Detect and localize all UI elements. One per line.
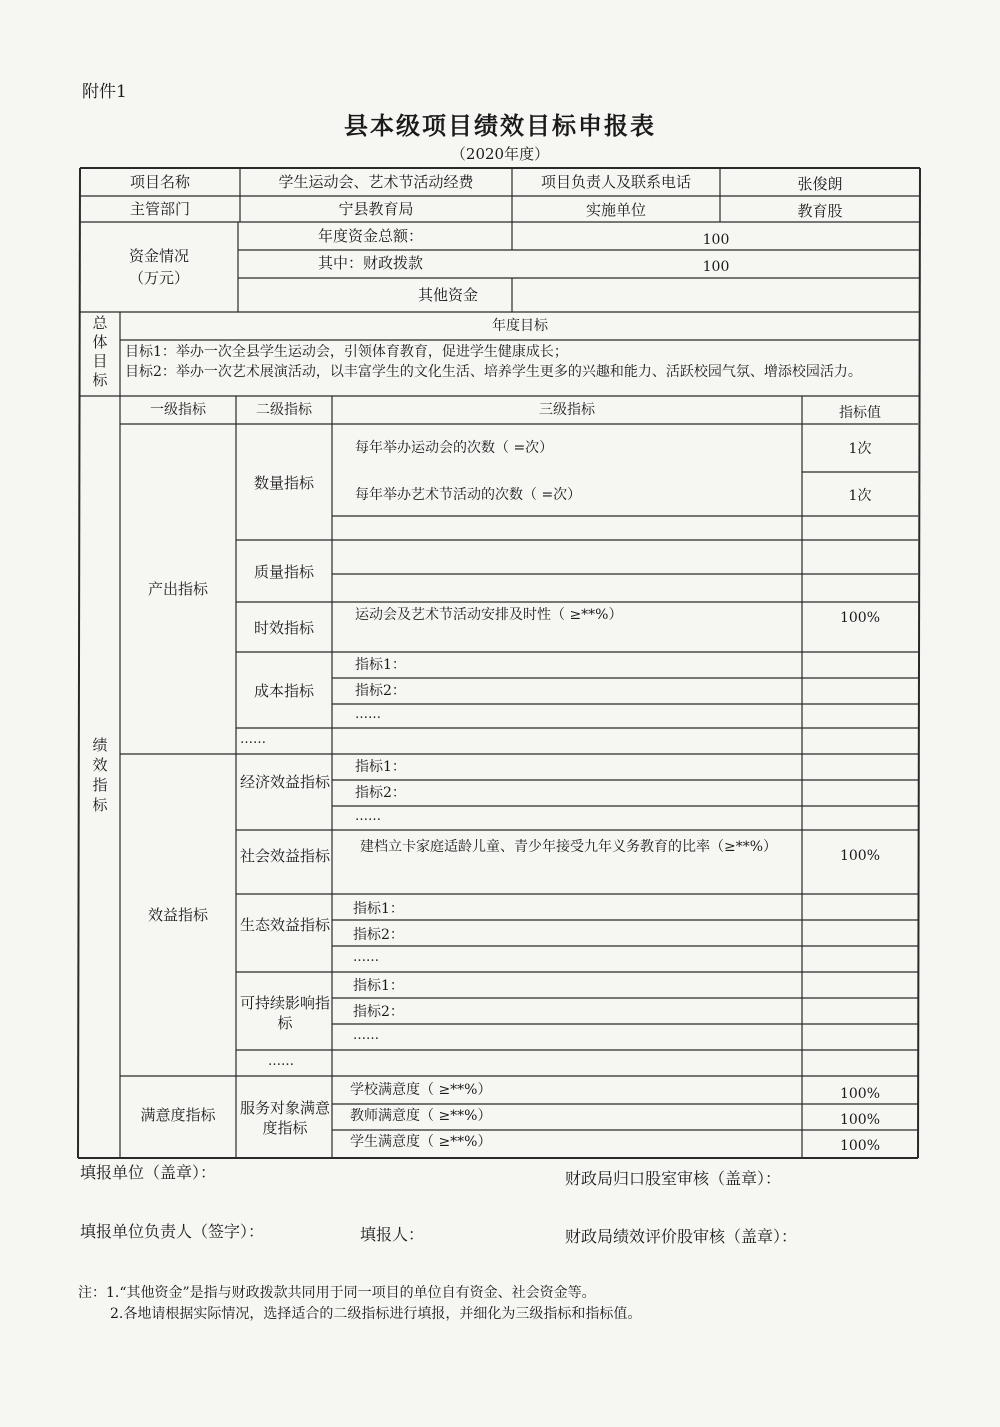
cost-indicator-label: 成本指标 (253, 682, 314, 700)
page-title: 县本级项目绩效目标申报表 (344, 111, 656, 140)
goal-1: 目标1：举办一次全县学生运动会，引领体育教育，促进学生健康成长； (125, 344, 568, 360)
year-label: （2020年度） (450, 145, 550, 163)
timeliness-indicator-label: 时效指标 (253, 619, 314, 637)
sustainable-indicator-label: 可持续影响指标 (240, 994, 331, 1032)
satisfaction-row-2-text: 教师满意度（ ≥**%） (350, 1108, 492, 1124)
benefit-indicator-label: 效益指标 (147, 906, 208, 924)
sustainable-row-3: …… (353, 1028, 379, 1043)
social-indicator-label: 社会效益指标 (240, 847, 331, 865)
annual-goal-header: 年度目标 (492, 318, 548, 334)
impl-label: 实施单位 (585, 201, 646, 219)
cost-row-1: 指标1： (355, 657, 406, 673)
timeliness-row-value: 100% (839, 610, 881, 626)
note-1: 注：1.“其他资金”是指与财政拨款共同用于同一项目的单位自有资金、社会资金等。 (78, 1285, 596, 1301)
satisfaction-row-3-value: 100% (839, 1138, 881, 1154)
ecological-row-2: 指标2： (353, 927, 404, 943)
satisfaction-row-2-value: 100% (839, 1112, 881, 1128)
social-row-text: 建档立卡家庭适龄儿童、青少年接受九年义务教育的比率（≥**%） (360, 839, 778, 855)
perf-side-1: 绩 (92, 736, 108, 754)
benefit-more: …… (268, 1054, 294, 1069)
satisfaction-row-1-value: 100% (839, 1086, 881, 1102)
impl-value: 教育股 (797, 202, 843, 220)
ecological-row-3: …… (353, 950, 379, 965)
timeliness-row-text: 运动会及艺术节活动安排及时性（ ≥**%） (355, 607, 623, 623)
quantity-row-2-value: 1次 (848, 488, 872, 504)
contact-label: 项目负责人及联系电话 (540, 173, 691, 191)
dept-value: 宁县教育局 (338, 200, 414, 218)
attachment-label: 附件1 (82, 82, 127, 102)
total-funds-value: 100 (702, 232, 730, 248)
economic-row-1: 指标1： (355, 759, 406, 775)
fiscal-funds-label: 其中：财政拨款 (318, 254, 424, 272)
service-satisfaction-label: 服务对象满意度指标 (240, 1099, 331, 1137)
total-funds-label: 年度资金总额： (318, 227, 424, 245)
overall-goal-side-3: 目 (92, 352, 108, 370)
project-name-value: 学生运动会、艺术节活动经费 (278, 173, 474, 191)
quality-indicator-label: 质量指标 (253, 563, 314, 581)
social-row-value: 100% (839, 848, 881, 864)
unit-leader-signature: 填报单位负责人（签字）： (80, 1222, 265, 1241)
note-2: 2.各地请根据实际情况，选择适合的二级指标进行填报，并细化为三级指标和指标值。 (110, 1306, 642, 1322)
sustainable-row-1: 指标1： (353, 978, 404, 994)
perf-side-4: 标 (92, 796, 108, 814)
filler-label: 填报人： (360, 1225, 425, 1244)
output-indicator-label: 产出指标 (147, 580, 208, 598)
cost-row-2: 指标2： (355, 683, 406, 699)
dept-label: 主管部门 (129, 200, 190, 218)
project-name-label: 项目名称 (129, 173, 190, 191)
fiscal-funds-value: 100 (702, 259, 730, 275)
quantity-row-1-value: 1次 (848, 441, 872, 457)
ecological-indicator-label: 生态效益指标 (240, 916, 331, 934)
satisfaction-indicator-label: 满意度指标 (140, 1106, 216, 1124)
col-level1: 一级指标 (150, 402, 206, 418)
cost-row-3: …… (355, 707, 381, 722)
funding-label: 资金情况 (128, 247, 189, 265)
output-more: …… (240, 732, 266, 747)
economic-row-2: 指标2： (355, 785, 406, 801)
quantity-row-2-text: 每年举办艺术节活动的次数（ =次） (355, 487, 582, 503)
perf-side-3: 指 (92, 776, 108, 794)
economic-row-3: …… (355, 809, 381, 824)
quantity-row-1-text: 每年举办运动会的次数（ =次） (355, 440, 554, 456)
funding-unit: （万元） (128, 269, 189, 287)
contact-value: 张俊朗 (797, 175, 843, 193)
overall-goal-side-1: 总 (92, 314, 108, 332)
ecological-row-1: 指标1： (353, 901, 404, 917)
overall-goal-side-2: 体 (92, 333, 108, 351)
col-level3: 三级指标 (539, 402, 595, 418)
sustainable-row-2: 指标2： (353, 1004, 404, 1020)
finance-dept-review: 财政局归口股室审核（盖章）： (565, 1169, 782, 1188)
performance-review: 财政局绩效评价股审核（盖章）： (565, 1227, 798, 1246)
quantity-indicator-label: 数量指标 (253, 474, 314, 492)
goal-2: 目标2：举办一次艺术展演活动，以丰富学生的文化生活、培养学生更多的兴趣和能力、活跃校园气氛、增添校园活力。 (125, 364, 862, 380)
satisfaction-row-3-text: 学生满意度（ ≥**%） (350, 1134, 492, 1150)
perf-side-2: 效 (92, 756, 108, 774)
col-value: 指标值 (839, 405, 881, 421)
col-level2: 二级指标 (256, 402, 312, 418)
economic-indicator-label: 经济效益指标 (240, 773, 331, 791)
satisfaction-row-1-text: 学校满意度（ ≥**%） (350, 1082, 492, 1098)
fill-unit-seal: 填报单位（盖章）： (80, 1163, 217, 1182)
overall-goal-side-4: 标 (92, 371, 108, 389)
other-funds-label: 其他资金 (418, 286, 479, 304)
